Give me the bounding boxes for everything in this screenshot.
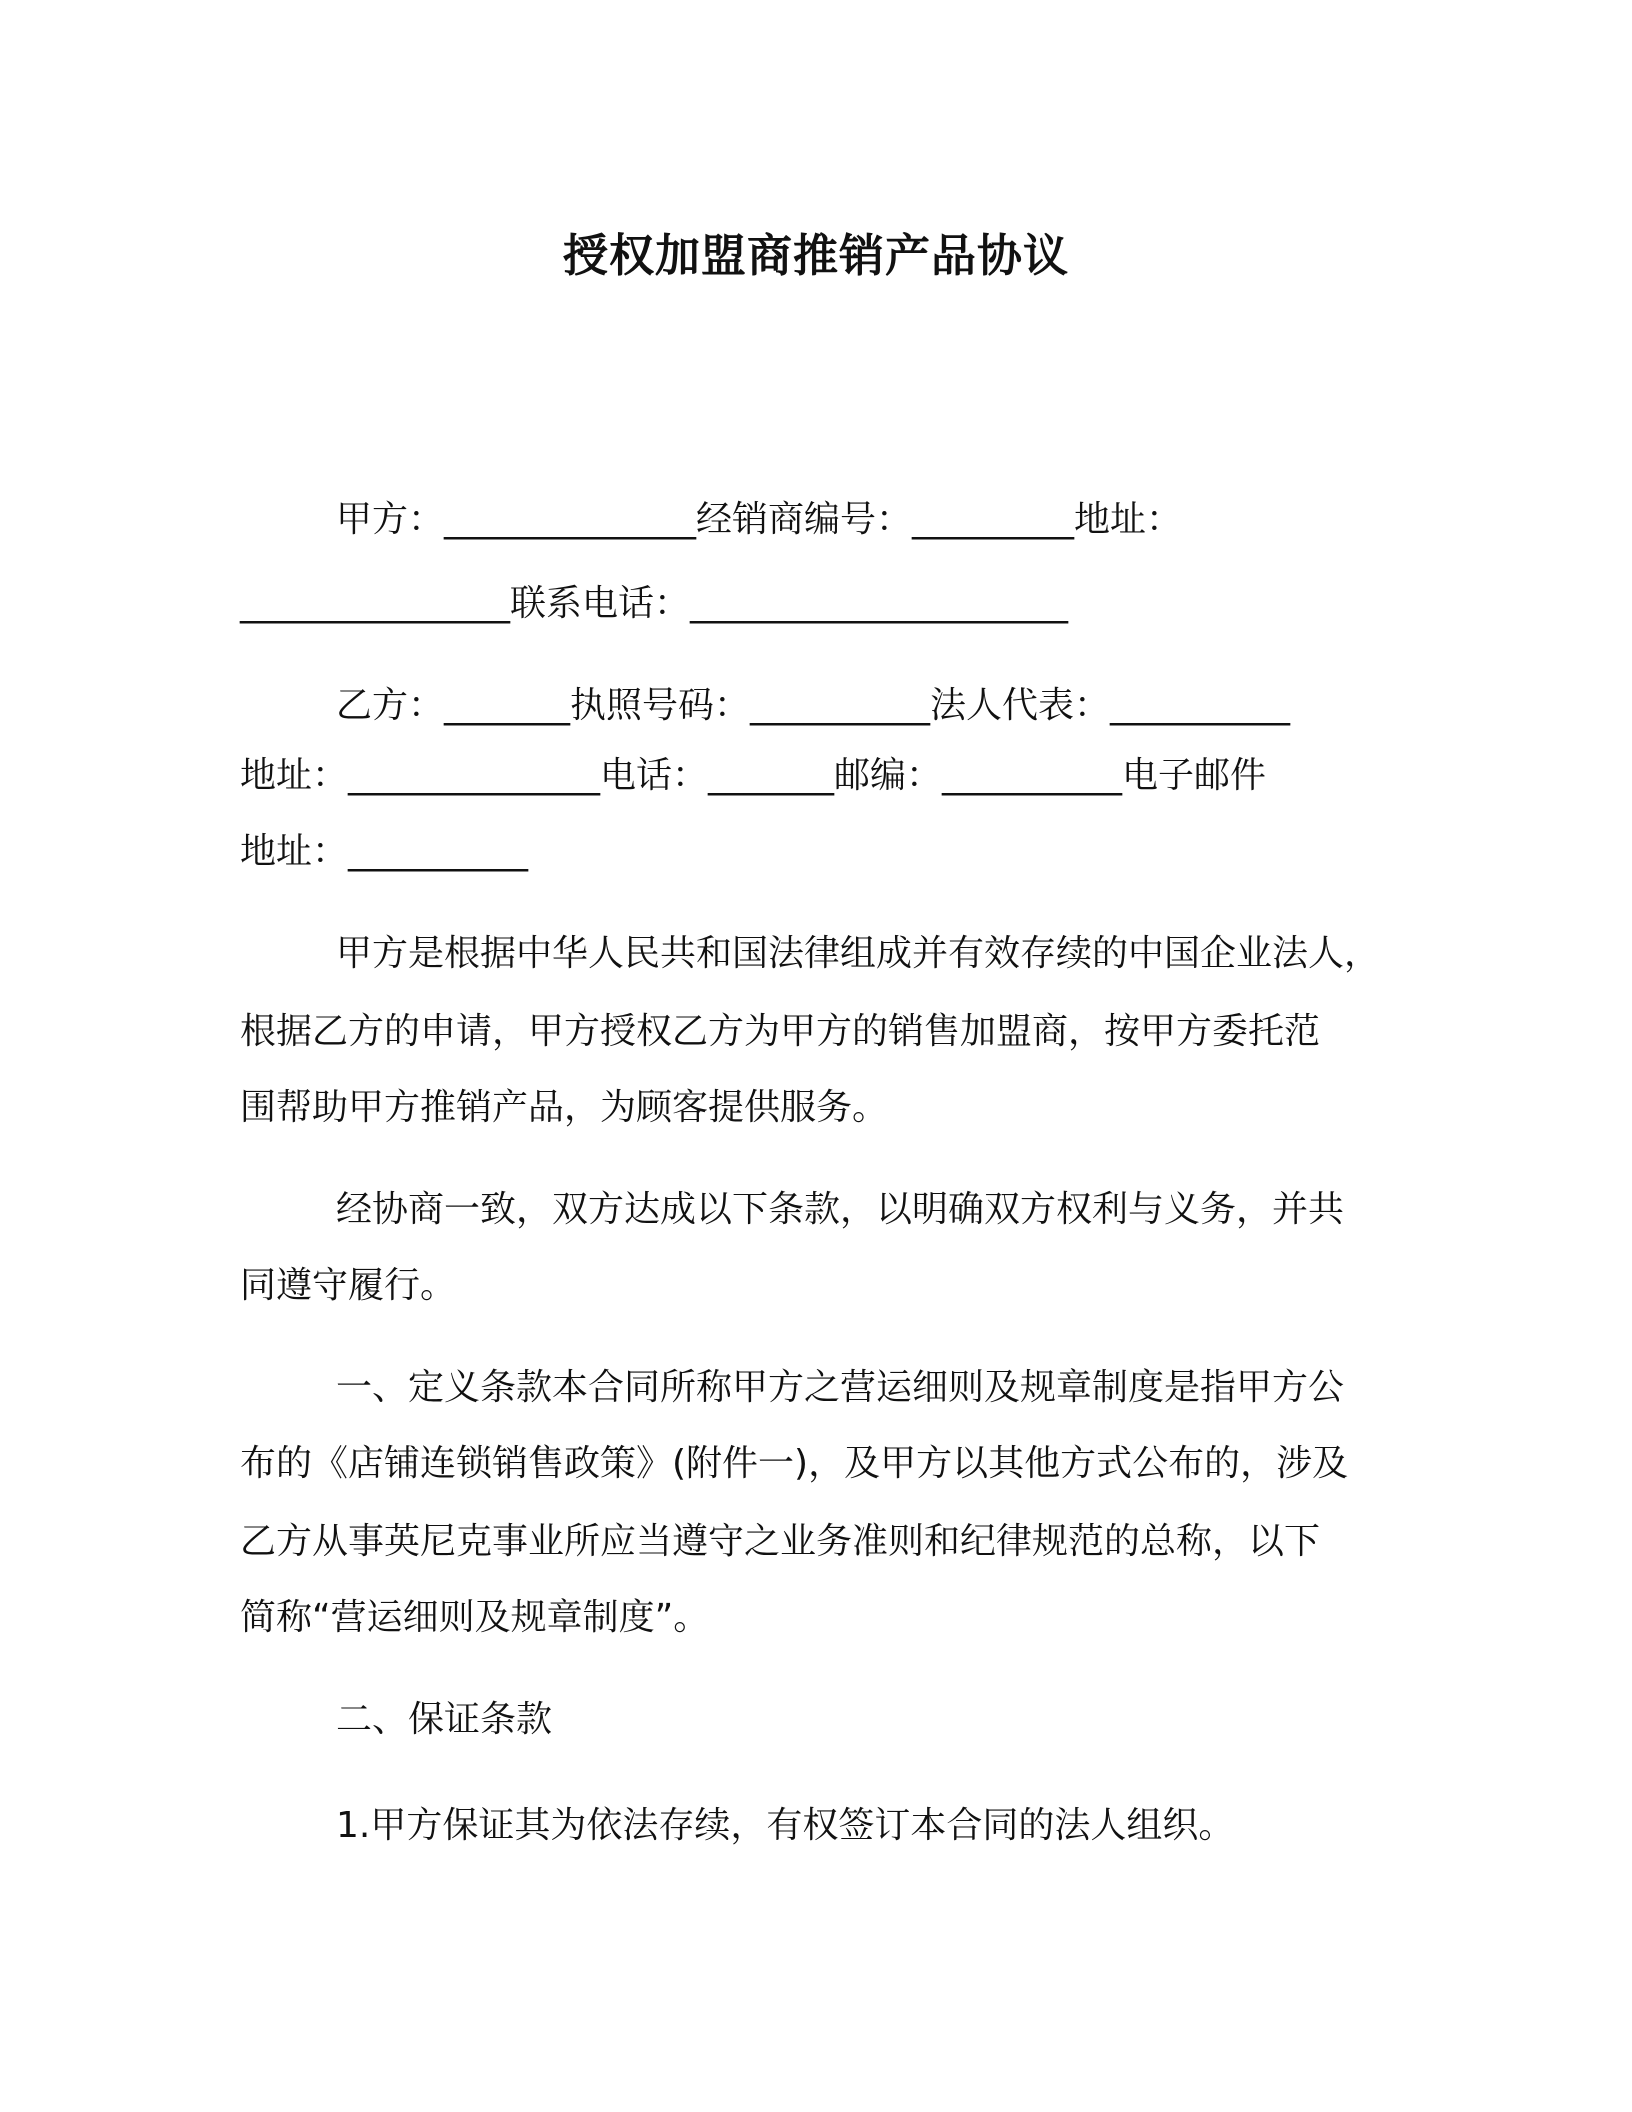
agreement-paragraph-line-1: 经协商一致，双方达成以下条款，以明确双方权利与义务，并共 [336, 1189, 1345, 1230]
definition-clause-line-2: 布的《店铺连锁销售政策》(附件一)，及甲方以其他方式公布的，涉及 [240, 1443, 1349, 1484]
party-a-line-1: 甲方：______________经销商编号：_________地址： [336, 499, 1183, 540]
guarantee-clause-item-1: 1.甲方保证其为依法存续，有权签订本合同的法人组织。 [336, 1805, 1235, 1846]
intro-paragraph-line-3: 围帮助甲方推销产品，为顾客提供服务。 [240, 1087, 889, 1128]
agreement-paragraph-line-2: 同遵守履行。 [240, 1265, 457, 1306]
party-a-line-2: _______________联系电话：_____________________ [240, 583, 1069, 624]
definition-clause-line-1: 一、定义条款本合同所称甲方之营运细则及规章制度是指甲方公 [336, 1367, 1345, 1408]
intro-paragraph-line-1: 甲方是根据中华人民共和国法律组成并有效存续的中国企业法人， [336, 933, 1381, 974]
party-b-line-1: 乙方：_______执照号码：__________法人代表：__________ [336, 685, 1291, 726]
party-b-line-3: 地址：__________ [240, 831, 529, 872]
party-b-line-2: 地址：______________电话：_______邮编：__________电子邮件 [240, 755, 1267, 796]
definition-clause-line-4: 简称“营运细则及规章制度”。 [240, 1597, 710, 1638]
intro-paragraph-line-2: 根据乙方的申请，甲方授权乙方为甲方的销售加盟商，按甲方委托范 [240, 1011, 1321, 1052]
guarantee-clause-heading: 二、保证条款 [336, 1699, 553, 1740]
document-title: 授权加盟商推销产品协议 [562, 229, 1069, 282]
definition-clause-line-3: 乙方从事英尼克事业所应当遵守之业务准则和纪律规范的总称，以下 [240, 1521, 1321, 1562]
